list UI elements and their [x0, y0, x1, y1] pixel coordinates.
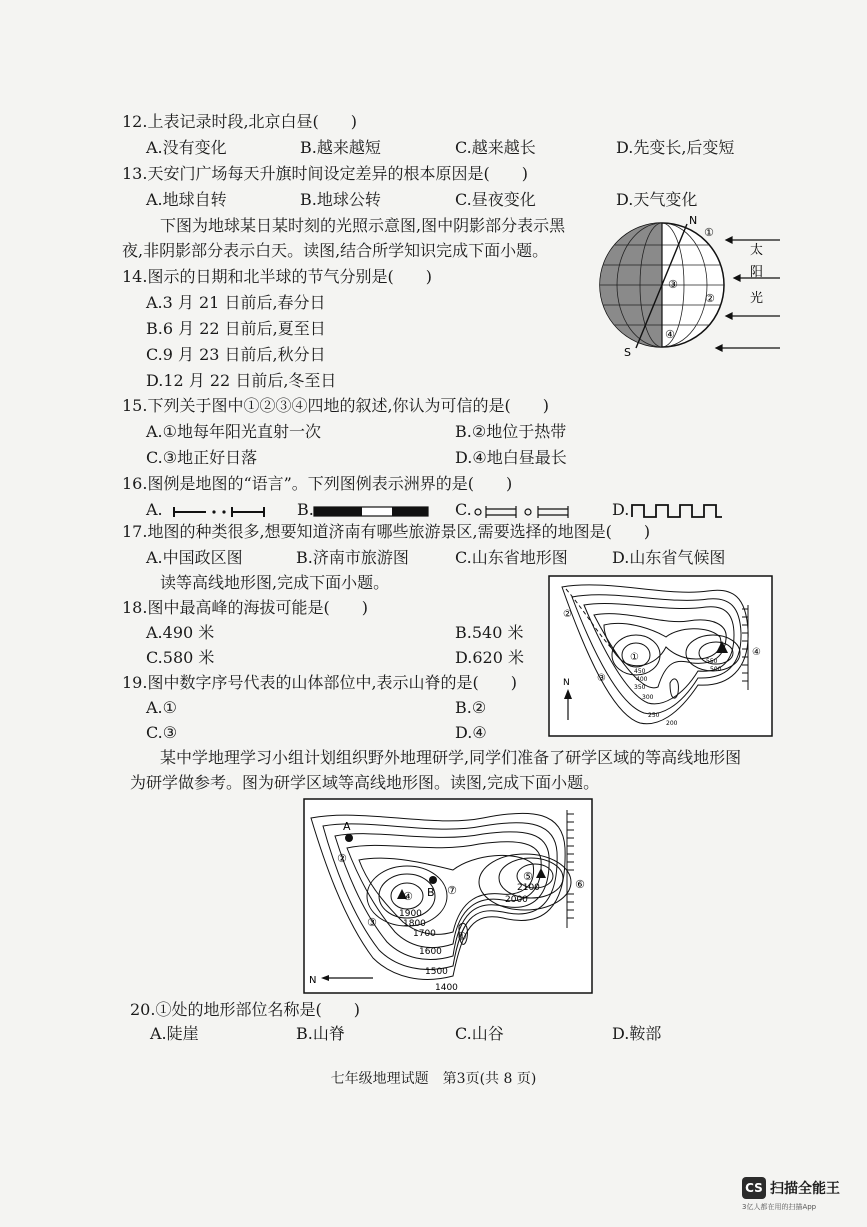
intro20-line2: 为研学做参考。图为研学区域等高线地形图。读图,完成下面小题。 [130, 773, 600, 792]
q13-option-a: A.地球自转 [146, 190, 227, 209]
map2-point-b-label: B [427, 886, 435, 899]
map2-contour-1900: 1900 [399, 909, 422, 919]
point-b-dot [429, 876, 437, 884]
sunlight-label-3: 光 [750, 291, 764, 306]
q14-option-d: D.12 月 22 日前后,冬至日 [146, 371, 337, 390]
map2-marker-6: ⑥ [575, 878, 585, 891]
sunlight-label-2: 阳 [750, 265, 764, 280]
sunlight-arrows [716, 237, 780, 351]
q15-option-c: C.③地正好日落 [146, 448, 258, 467]
map1-contour-450: 450 [634, 668, 646, 675]
map2-marker-7: ⑦ [447, 884, 457, 897]
q15-option-a: A.①地每年阳光直射一次 [146, 422, 321, 441]
q17-option-b: B.济南市旅游图 [296, 548, 409, 567]
q17-stem: 17.地图的种类很多,想要知道济南有哪些旅游景区,需要选择的地图是( ) [122, 522, 651, 541]
point-2-label: ② [705, 292, 715, 305]
q14-stem: 14.图示的日期和北半球的节气分别是( ) [122, 267, 432, 286]
map1-contour-400: 400 [636, 676, 648, 683]
map1-contour-200: 200 [666, 720, 678, 727]
map2-north-label: N [309, 975, 317, 986]
map2-marker-1: ① [457, 930, 467, 943]
sunlight-label-1: 太 [750, 243, 764, 258]
q19-stem: 19.图中数字序号代表的山体部位中,表示山脊的是( ) [122, 673, 518, 692]
q14-option-c: C.9 月 23 日前后,秋分日 [146, 345, 326, 364]
q12-option-a: A.没有变化 [146, 138, 227, 157]
map2-marker-5: ⑤ [523, 870, 533, 883]
q18-option-a: A.490 米 [146, 623, 215, 642]
contour-map-2 [303, 798, 593, 994]
map1-contour-350: 350 [634, 684, 646, 691]
q20-option-d: D.鞍部 [612, 1024, 662, 1043]
south-label: S [624, 346, 631, 359]
map1-marker-3: ③ [597, 673, 606, 684]
map1-contour-500: 500 [710, 666, 722, 673]
contour-map-1 [548, 575, 773, 737]
q17-option-d: D.山东省气候图 [612, 548, 726, 567]
q18-option-b: B.540 米 [455, 623, 524, 642]
q20-option-a: A.陡崖 [150, 1024, 199, 1043]
q14-option-a: A.3 月 21 日前后,春分日 [146, 293, 326, 312]
q20-option-c: C.山谷 [455, 1024, 504, 1043]
q17-option-c: C.山东省地形图 [455, 548, 568, 567]
map1-contour-250: 250 [648, 712, 660, 719]
map2-contour-2100: 2100 [517, 883, 540, 893]
q13-stem: 13.天安门广场每天升旗时间设定差异的根本原因是( ) [122, 164, 528, 183]
map2-marker-3: ③ [367, 916, 377, 929]
q19-option-b: B.② [455, 698, 487, 717]
point-1-label: ① [704, 226, 714, 239]
map1-marker-1: ① [630, 652, 639, 663]
q19-option-d: D.④ [455, 723, 487, 742]
q18-option-c: C.580 米 [146, 648, 215, 667]
map2-point-a-label: A [343, 820, 351, 833]
intro14-line2: 夜,非阴影部分表示白天。读图,结合所学知识完成下面小题。 [122, 241, 549, 260]
q12-option-c: C.越来越长 [455, 138, 536, 157]
intro14-line1: 下图为地球某日某时刻的光照示意图,图中阴影部分表示黑 [160, 216, 566, 235]
map2-marker-2: ② [337, 852, 347, 865]
q13-option-d: D.天气变化 [616, 190, 698, 209]
point-4-label: ④ [665, 328, 675, 341]
scanner-logo-icon: CS [742, 1177, 766, 1199]
intro20-line1: 某中学地理学习小组计划组织野外地理研学,同学们准备了研学区域的等高线地形图 [160, 748, 742, 767]
map2-contour-1600: 1600 [419, 947, 442, 957]
q20-option-b: B.山脊 [296, 1024, 345, 1043]
q12-option-b: B.越来越短 [300, 138, 381, 157]
map2-contour-2000: 2000 [505, 895, 528, 905]
q15-option-d: D.④地白昼最长 [455, 448, 567, 467]
q16-option-d: D. [612, 500, 630, 519]
q12-option-d: D.先变长,后变短 [616, 138, 735, 157]
scanner-app-name: 扫描全能王 [770, 1181, 840, 1197]
intro18: 读等高线地形图,完成下面小题。 [160, 573, 390, 592]
map1-marker-2: ② [563, 609, 572, 620]
q19-option-a: A.① [146, 698, 177, 717]
q18-stem: 18.图中最高峰的海拔可能是( ) [122, 598, 368, 617]
earth-illumination-figure [592, 210, 782, 360]
q15-stem: 15.下列关于图中①②③④四地的叙述,你认为可信的是( ) [122, 396, 550, 415]
scanner-watermark [742, 1175, 847, 1211]
page-footer: 七年级地理试题 第3页(共 8 页) [330, 1071, 537, 1087]
q16-option-a: A. [146, 500, 163, 519]
q20-stem: 20.①处的地形部位名称是( ) [130, 1000, 360, 1019]
scanner-tagline: 3亿人都在用的扫描App [742, 1203, 817, 1211]
map2-contour-1800: 1800 [403, 919, 426, 929]
map1-contour-300: 300 [642, 694, 654, 701]
north-label: N [689, 214, 698, 227]
point-3-label: ③ [668, 278, 678, 291]
q13-option-b: B.地球公转 [300, 190, 381, 209]
q15-option-b: B.②地位于热带 [455, 422, 567, 441]
legend-symbol-c [472, 500, 572, 520]
q17-option-a: A.中国政区图 [146, 548, 243, 567]
q13-option-c: C.昼夜变化 [455, 190, 536, 209]
q19-option-c: C.③ [146, 723, 178, 742]
map2-marker-4: ④ [403, 890, 413, 903]
point-a-dot [345, 834, 353, 842]
map1-marker-4: ④ [752, 647, 761, 658]
legend-symbol-d [630, 500, 725, 520]
map2-contour-1700: 1700 [413, 929, 436, 939]
map1-contour-550: 550 [706, 658, 718, 665]
legend-symbol-b [312, 500, 432, 520]
q16-stem: 16.图例是地图的“语言”。下列图例表示洲界的是( ) [122, 474, 513, 493]
q12-stem: 12.上表记录时段,北京白昼( ) [122, 112, 358, 131]
legend-symbol-a [170, 500, 270, 520]
q16-option-b: B. [297, 500, 314, 519]
q16-option-c: C. [455, 500, 472, 519]
q18-option-d: D.620 米 [455, 648, 524, 667]
map1-north-label: N [563, 678, 570, 688]
map2-contour-1500: 1500 [425, 967, 448, 977]
map2-contour-1400: 1400 [435, 983, 458, 993]
q14-option-b: B.6 月 22 日前后,夏至日 [146, 319, 326, 338]
